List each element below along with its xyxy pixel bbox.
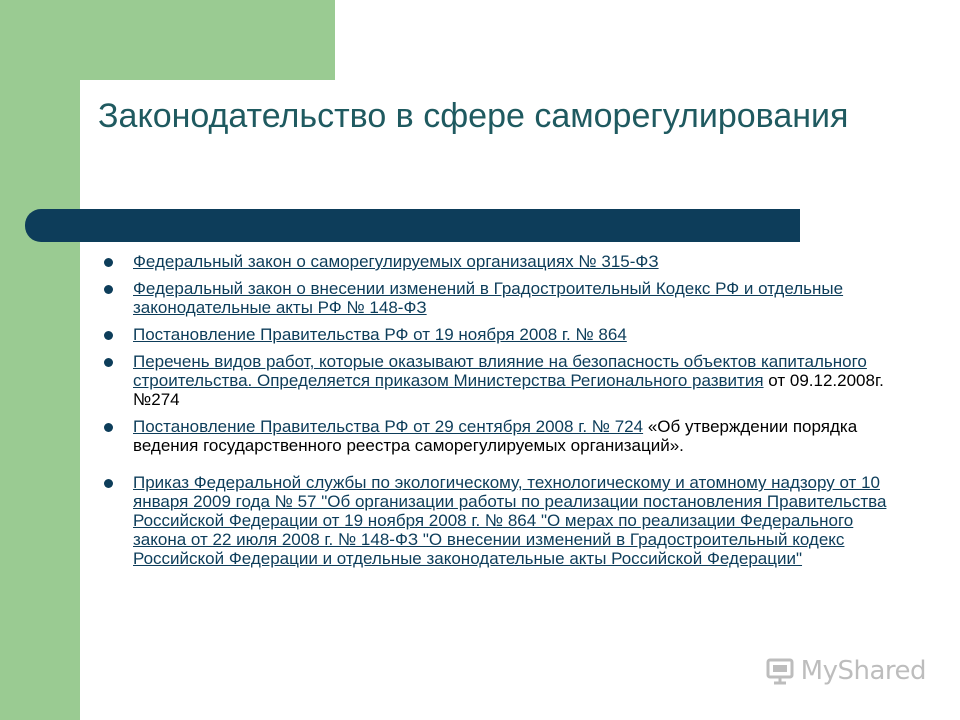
list-item <box>104 473 894 568</box>
list-item-text: «Об утверждении порядка ведения государственного реестра саморегулируемых организаций». <box>133 417 858 455</box>
decor-green-left <box>0 0 80 720</box>
bullet-dot-icon <box>104 331 113 340</box>
list-item-text: от 09.12.2008г. №274 <box>133 371 884 409</box>
list-item <box>104 417 894 455</box>
title-underline-bar <box>25 209 800 242</box>
watermark-logo <box>765 656 926 686</box>
bullet-dot-icon <box>104 285 113 294</box>
resolution-864-link[interactable]: Постановление Правительства РФ от 19 ноября 2008 г. № 864 <box>133 325 627 344</box>
bullet-dot-icon <box>104 258 113 267</box>
bullet-dot-icon <box>104 423 113 432</box>
list-item <box>104 352 894 409</box>
law-315-link[interactable]: Федеральный закон о саморегулируемых организациях № 315-ФЗ <box>133 252 659 271</box>
list-item <box>104 279 894 317</box>
list-item <box>104 252 894 271</box>
bullet-dot-icon <box>104 358 113 367</box>
slide-title: Законодательство в сфере саморегулирования <box>98 97 849 135</box>
watermark-text: MyShared <box>800 656 926 686</box>
bullet-list <box>104 252 894 576</box>
work-types-list-link[interactable]: Перечень видов работ, которые оказывают влияние на безопасность объектов капитального строительства. Определяется приказом Министерства Регионального развития <box>133 352 867 390</box>
presentation-board-icon <box>765 656 795 686</box>
bullet-dot-icon <box>104 479 113 488</box>
list-item <box>104 325 894 344</box>
law-148-link[interactable]: Федеральный закон о внесении изменений в Градостроительный Кодекс РФ и отдельные законодательные акты РФ № 148-ФЗ <box>133 279 844 317</box>
order-57-link[interactable]: Приказ Федеральной службы по экологическому, технологическому и атомному надзору от 10 января 2009 года № 57 "Об организации работы по реализации постановления Правительства Российской Федерации от 19 ноября 2008 г. № 864 "О мерах по реализации Федерального закона от 22 июля 2008 г. № 148-ФЗ "О внесении изменений в Градостроительный кодекс Российской Федерации и отдельные законодательные акты Российской Федерации" <box>133 473 887 568</box>
resolution-724-link[interactable]: Постановление Правительства РФ от 29 сентября 2008 г. № 724 <box>133 417 644 436</box>
